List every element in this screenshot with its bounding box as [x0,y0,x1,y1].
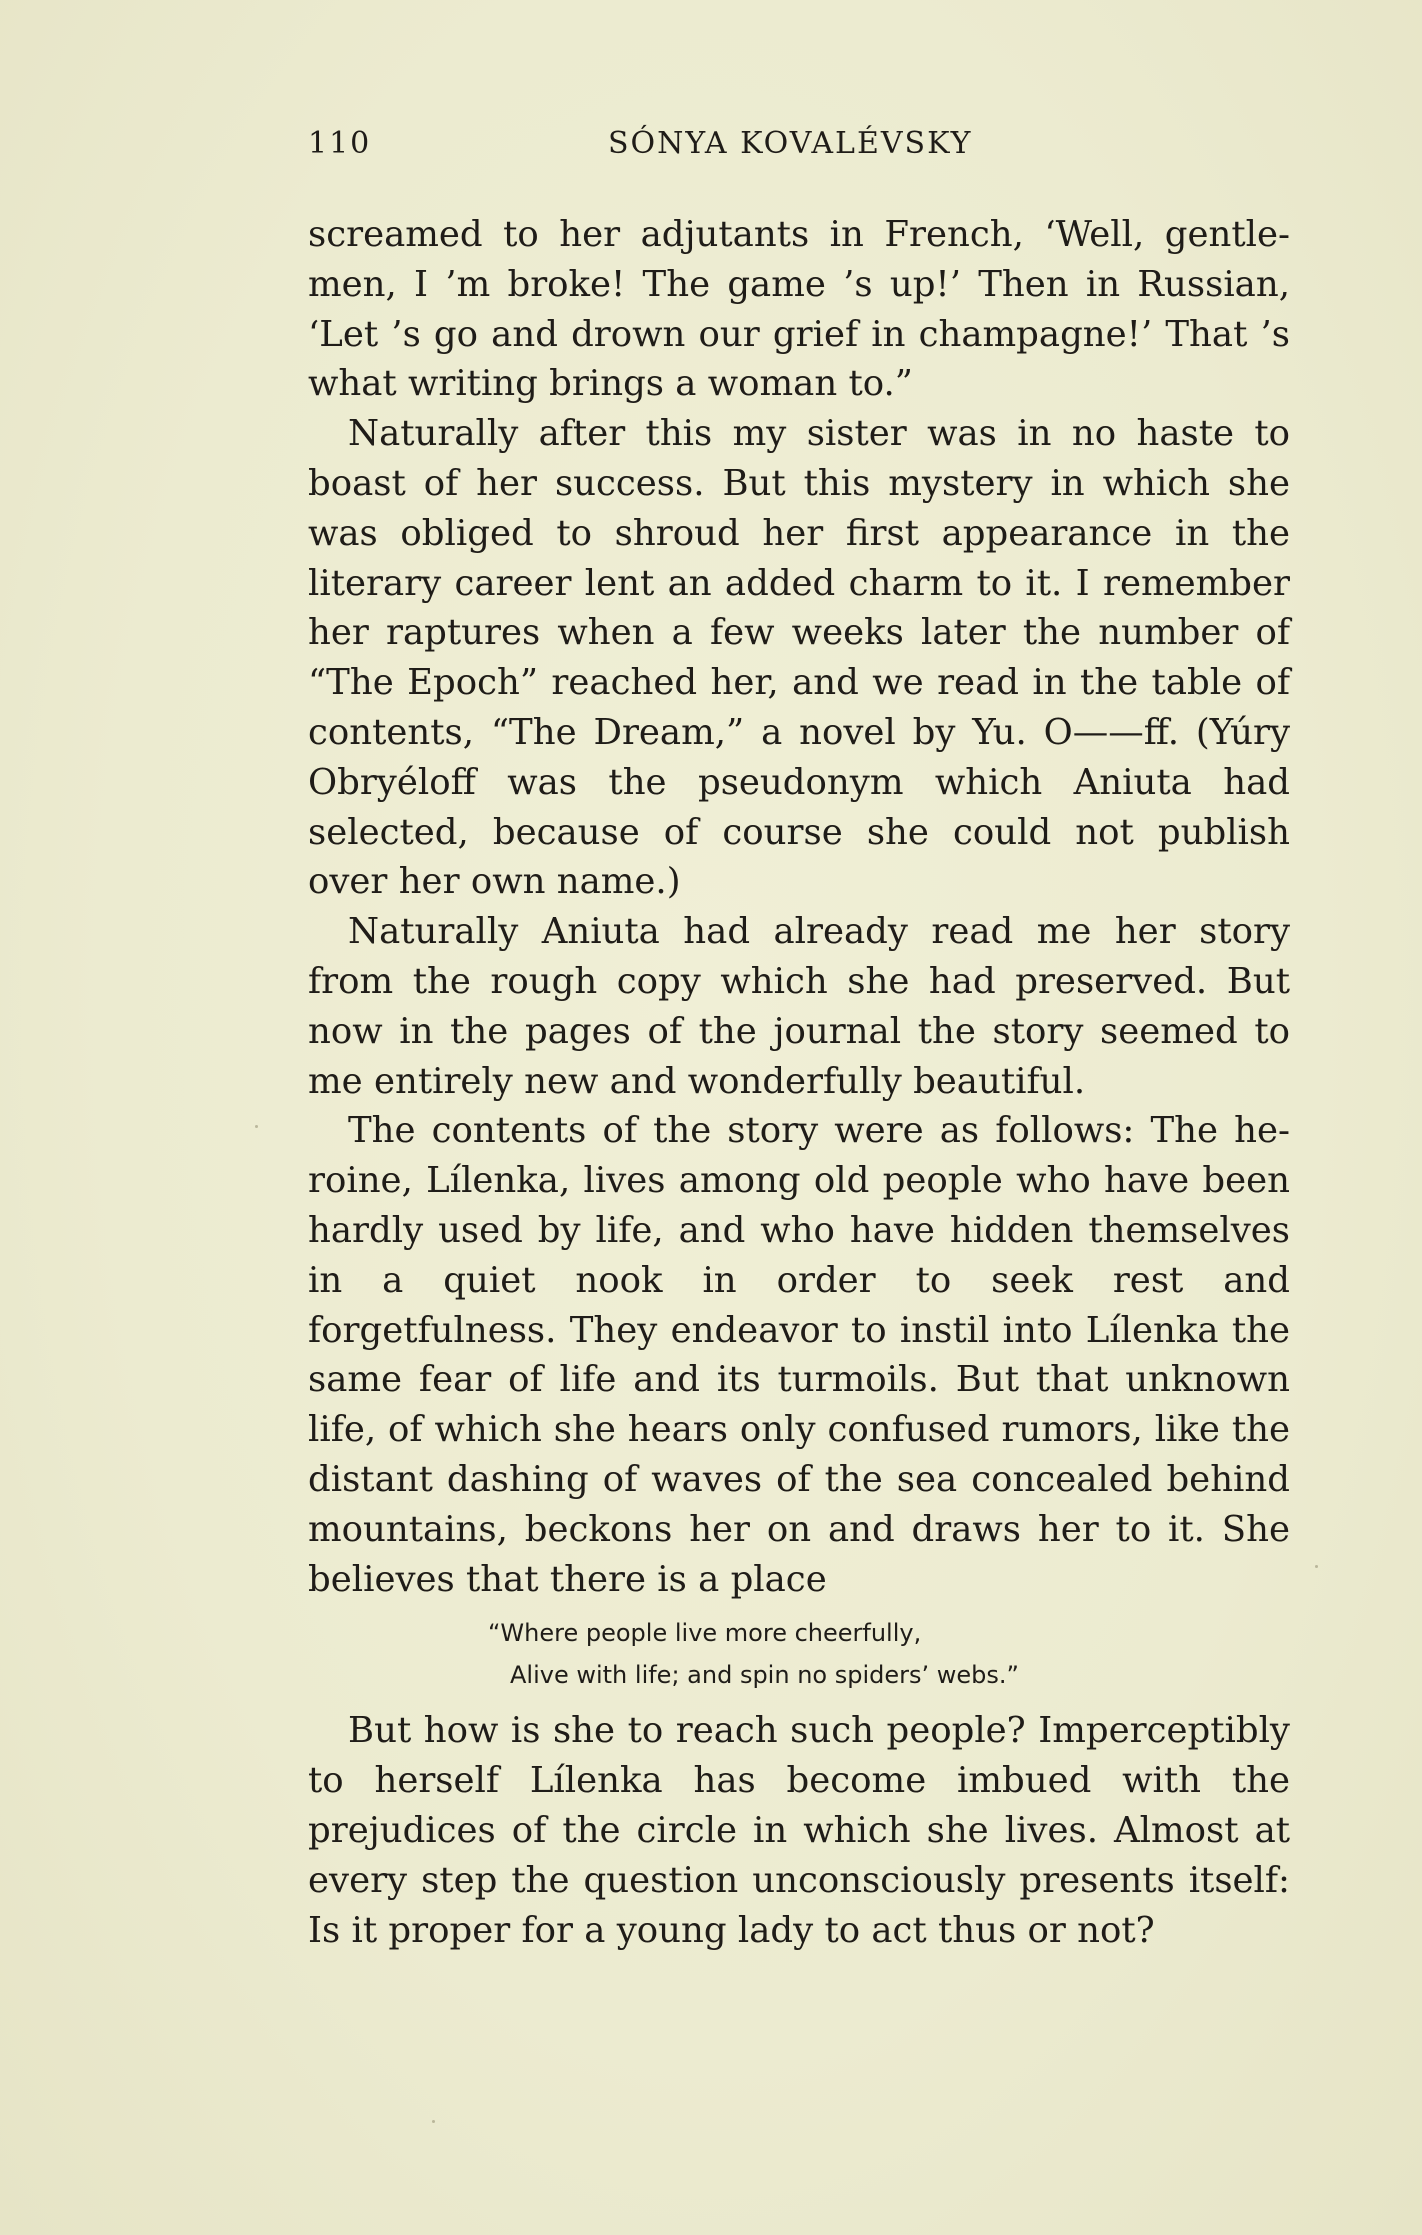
paper-speck [255,1125,258,1128]
running-head-title: SÓNYA KOVALÉVSKY [608,126,973,161]
paper-speck [1315,1565,1318,1568]
paragraph-continued: screamed to her adjutants in French, ‘Well, gentlemen, I ’m broke! The game ’s up!’ Then in Russian, ‘Let ’s go and drown our grief in champagne!’ That ’s what writing brings a woman to.” [308,214,1290,405]
verse-line: “Where people live more cheerfully, [488,1619,922,1648]
paragraph: But how is she to reach such people? Imperceptibly to herself Lílenka has become imbued with the prejudices of the circle in which she lives. Almost at every step the question unconsciously presents itself: Is it proper for a young lady to act thus or not? [308,1710,1290,1951]
paragraph: The contents of the story were as follows: The heroine, Lílenka, lives among old people who have been hardly used by life, and who have hidden themselves in a quiet nook in order to seek rest and forgetfulness. They endeavor to instil into Lílenka the same fear of life and its turmoils. But that unknown life, of which she hears only confused rumors, like the distant dashing of waves of the sea concealed behind mountains, beckons her on and draws her to it. She believes that there is a place [308,1110,1290,1600]
body-text [308,210,1290,1955]
page-header [308,126,1292,174]
verse-quotation [488,1612,1290,1696]
paper-speck [432,2120,435,2123]
page-number: 110 [308,126,372,161]
paragraph: Naturally after this my sister was in no haste to boast of her success. But this mystery in which she was obliged to shroud her first appearance in the literary career lent an added charm to it. I remember her raptures when a few weeks later the number of “The Epoch” reached her, and we read in the table of contents, “The Dream,” a novel by Yu. O——ff. (Yúry Obryéloff was the pseudonym which Aniuta had selected, because of course she could not publish over her own name.) [308,413,1290,903]
paragraph: Naturally Aniuta had already read me her story from the rough copy which she had preserved. But now in the pages of the journal the story seemed to me entirely new and wonderfully beautiful. [308,911,1290,1102]
verse-line: Alive with life; and spin no spiders’ webs.” [510,1661,1019,1690]
